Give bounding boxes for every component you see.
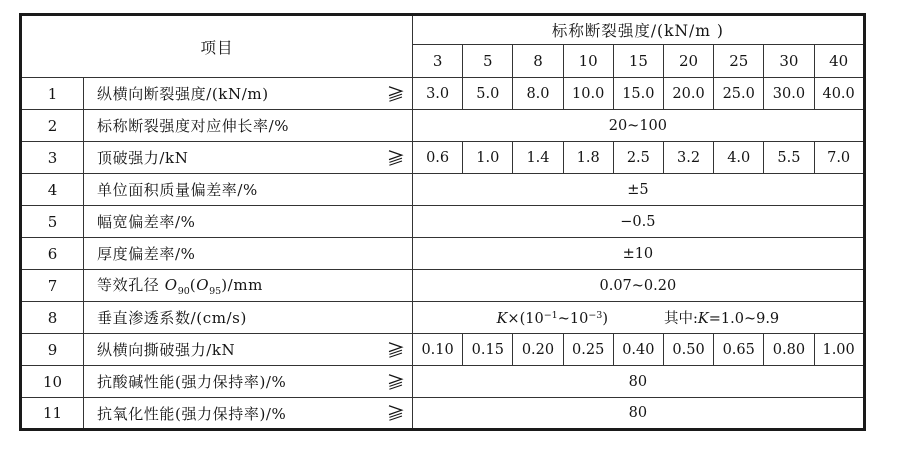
value-cell: 1.4 [513, 142, 563, 174]
table-row [21, 270, 865, 302]
item-label: 顶破强力/kN [97, 149, 189, 167]
grade-cell: 3 [413, 45, 463, 78]
value-cell: 1.0 [463, 142, 513, 174]
grade-cell: 25 [714, 45, 764, 78]
value-span-cell [413, 302, 865, 334]
row-number-cell: 2 [21, 110, 84, 142]
header-item-cell: 项目 [21, 15, 413, 78]
greater-equal-icon [387, 405, 404, 421]
row-number-cell: 5 [21, 206, 84, 238]
item-cell [84, 174, 413, 206]
value-cell: 0.20 [513, 334, 563, 366]
item-label: 单位面积质量偏差率/% [97, 181, 258, 199]
item-label: 抗氧化性能(强力保持率)/% [97, 404, 287, 423]
item-cell [84, 334, 413, 366]
spec-table [19, 13, 866, 431]
item-cell [84, 78, 413, 110]
greater-equal-icon [387, 86, 404, 102]
row-number-cell: 6 [21, 238, 84, 270]
header-strength-cell: 标称断裂强度/(kN/m ) [413, 15, 865, 45]
row-number-cell: 8 [21, 302, 84, 334]
value-cell: 1.00 [814, 334, 864, 366]
value-cell: 3.2 [663, 142, 713, 174]
header-row-1 [21, 15, 865, 45]
value-cell: 0.65 [714, 334, 764, 366]
row-number-cell: 11 [21, 398, 84, 430]
value-cell: 5.0 [463, 78, 513, 110]
value-cell: 0.50 [663, 334, 713, 366]
scanned-standard-table-page [19, 13, 866, 431]
value-span-cell: −0.5 [413, 206, 865, 238]
value-cell: 0.40 [613, 334, 663, 366]
grade-cell: 20 [663, 45, 713, 78]
value-span-cell: 80 [413, 366, 865, 398]
value-cell: 40.0 [814, 78, 864, 110]
value-span-cell: ±5 [413, 174, 865, 206]
row-number-cell: 9 [21, 334, 84, 366]
table-row [21, 238, 865, 270]
value-cell: 1.8 [563, 142, 613, 174]
row-number-cell: 1 [21, 78, 84, 110]
item-label: 厚度偏差率/% [97, 245, 196, 263]
row-number-cell: 7 [21, 270, 84, 302]
value-cell: 30.0 [764, 78, 814, 110]
grade-cell: 5 [463, 45, 513, 78]
k-expression: $K\times(10^{-1}\sim 10^{-3})$ 其中:K=1.0~9.9 [496, 310, 780, 327]
grade-cell: 15 [613, 45, 663, 78]
row-number-cell: 4 [21, 174, 84, 206]
table-row [21, 142, 865, 174]
greater-equal-icon [387, 150, 404, 166]
row-number-cell: 3 [21, 142, 84, 174]
value-cell: 15.0 [613, 78, 663, 110]
item-cell [84, 142, 413, 174]
row-number-cell: 10 [21, 366, 84, 398]
item-label: 幅宽偏差率/% [97, 213, 196, 231]
table-row [21, 398, 865, 430]
table-row [21, 174, 865, 206]
table-row [21, 206, 865, 238]
item-label: 等效孔径 $O_{90}(O_{95})/mm$ [97, 276, 263, 297]
item-cell [84, 206, 413, 238]
table-row [21, 366, 865, 398]
value-cell: 8.0 [513, 78, 563, 110]
value-span-cell: 20~100 [413, 110, 865, 142]
value-cell: 5.5 [764, 142, 814, 174]
table-row [21, 110, 865, 142]
item-cell [84, 110, 413, 142]
grade-cell: 8 [513, 45, 563, 78]
value-cell: 4.0 [714, 142, 764, 174]
item-label: 纵横向撕破强力/kN [97, 341, 236, 359]
item-label: 标称断裂强度对应伸长率/% [97, 117, 290, 135]
item-label: 纵横向断裂强度/(kN/m) [97, 85, 269, 103]
value-cell: 0.6 [413, 142, 463, 174]
value-cell: 0.10 [413, 334, 463, 366]
value-cell: 25.0 [714, 78, 764, 110]
value-cell: 0.80 [764, 334, 814, 366]
value-cell: 0.15 [463, 334, 513, 366]
value-span-cell: 0.07~0.20 [413, 270, 865, 302]
table-row [21, 302, 865, 334]
item-cell [84, 366, 413, 398]
item-cell [84, 398, 413, 430]
grade-cell: 40 [814, 45, 864, 78]
greater-equal-icon [387, 342, 404, 358]
value-cell: 0.25 [563, 334, 613, 366]
value-span-cell: ±10 [413, 238, 865, 270]
value-cell: 2.5 [613, 142, 663, 174]
table-row [21, 334, 865, 366]
value-span-cell: 80 [413, 398, 865, 430]
item-label: 抗酸碱性能(强力保持率)/% [97, 373, 287, 391]
greater-equal-icon [387, 374, 404, 390]
item-cell [84, 302, 413, 334]
grade-cell: 10 [563, 45, 613, 78]
item-cell [84, 238, 413, 270]
item-cell [84, 270, 413, 302]
item-label: 垂直渗透系数/(cm/s) [97, 309, 247, 327]
table-row [21, 78, 865, 110]
value-cell: 20.0 [663, 78, 713, 110]
value-cell: 7.0 [814, 142, 864, 174]
grade-cell: 30 [764, 45, 814, 78]
value-cell: 3.0 [413, 78, 463, 110]
value-cell: 10.0 [563, 78, 613, 110]
